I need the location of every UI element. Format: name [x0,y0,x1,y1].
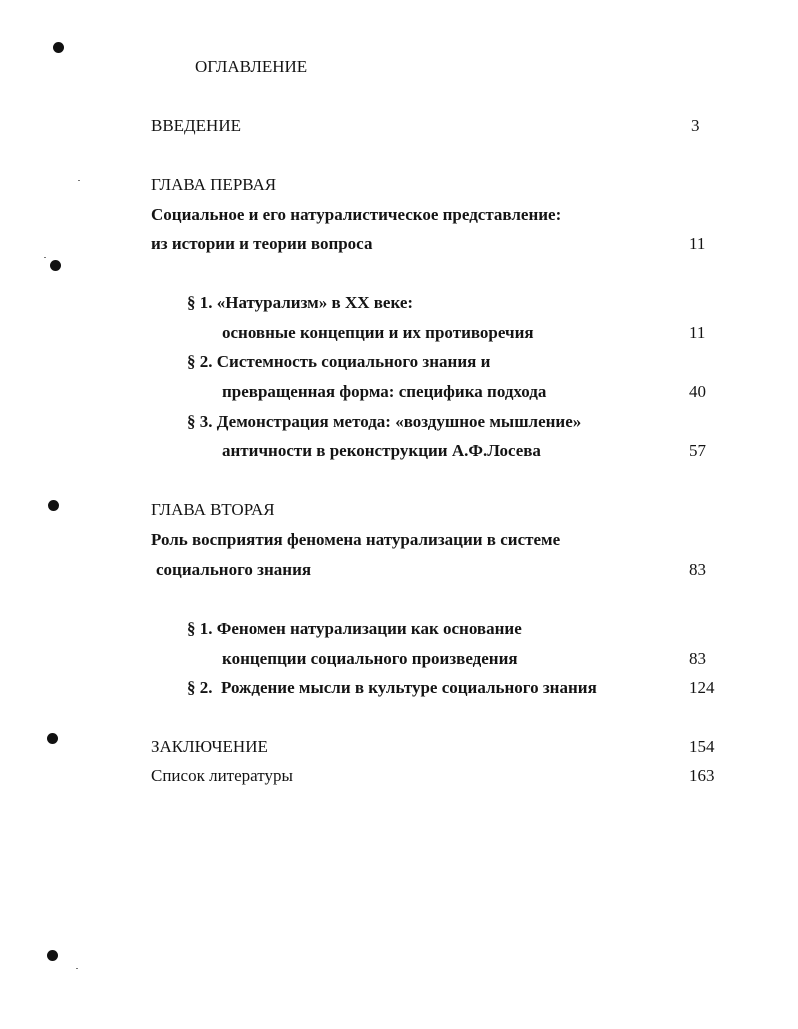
scan-speck [78,180,80,181]
ch1-section3-page: 57 [689,441,706,460]
ch2-section2-page: 124 [689,678,715,697]
punch-hole-2 [50,260,61,271]
scan-speck [76,968,78,969]
ch1-section1-line2: основные концепции и их противоречия [222,323,534,342]
chapter2-page: 83 [689,560,706,579]
chapter1-heading: ГЛАВА ПЕРВАЯ [151,175,277,194]
punch-hole-4 [47,733,58,744]
toc-intro-page: 3 [691,116,700,135]
toc-conclusion-page: 154 [689,737,715,756]
chapter1-title-line2: из истории и теории вопроса [151,234,373,253]
ch2-section1-page: 83 [689,649,706,668]
punch-hole-5 [47,950,58,961]
ch2-section1-line1: § 1. Феномен натурализации как основание [187,619,522,638]
punch-hole-3 [48,500,59,511]
scan-speck [44,257,46,258]
chapter1-title-line1: Социальное и его натуралистическое представление: [151,205,562,224]
ch1-section1-line1: § 1. «Натурализм» в XX веке: [187,293,414,312]
toc-bibliography-page: 163 [689,766,715,785]
chapter2-title-line2: социального знания [156,560,312,579]
chapter1-page: 11 [689,234,706,253]
ch1-section2-line2: превращенная форма: специфика подхода [222,382,547,401]
toc-conclusion-label: ЗАКЛЮЧЕНИЕ [151,737,268,756]
ch1-section2-line1: § 2. Системность социального знания и [187,352,491,371]
toc-title: ОГЛАВЛЕНИЕ [195,57,308,76]
ch1-section3-line1: § 3. Демонстрация метода: «воздушное мышление» [187,412,582,431]
ch1-section1-page: 11 [689,323,706,342]
ch1-section3-line2: античности в реконструкции А.Ф.Лосева [222,441,541,460]
ch2-section2-line1: § 2. Рождение мысли в культуре социального знания [187,678,597,697]
punch-hole-1 [53,42,64,53]
toc-bibliography-label: Список литературы [151,766,293,785]
chapter2-heading: ГЛАВА ВТОРАЯ [151,500,275,519]
chapter2-title-line1: Роль восприятия феномена натурализации в системе [151,530,561,549]
ch1-section2-page: 40 [689,382,706,401]
ch2-section1-line2: концепции социального произведения [222,649,518,668]
toc-intro-label: ВВЕДЕНИЕ [151,116,241,135]
